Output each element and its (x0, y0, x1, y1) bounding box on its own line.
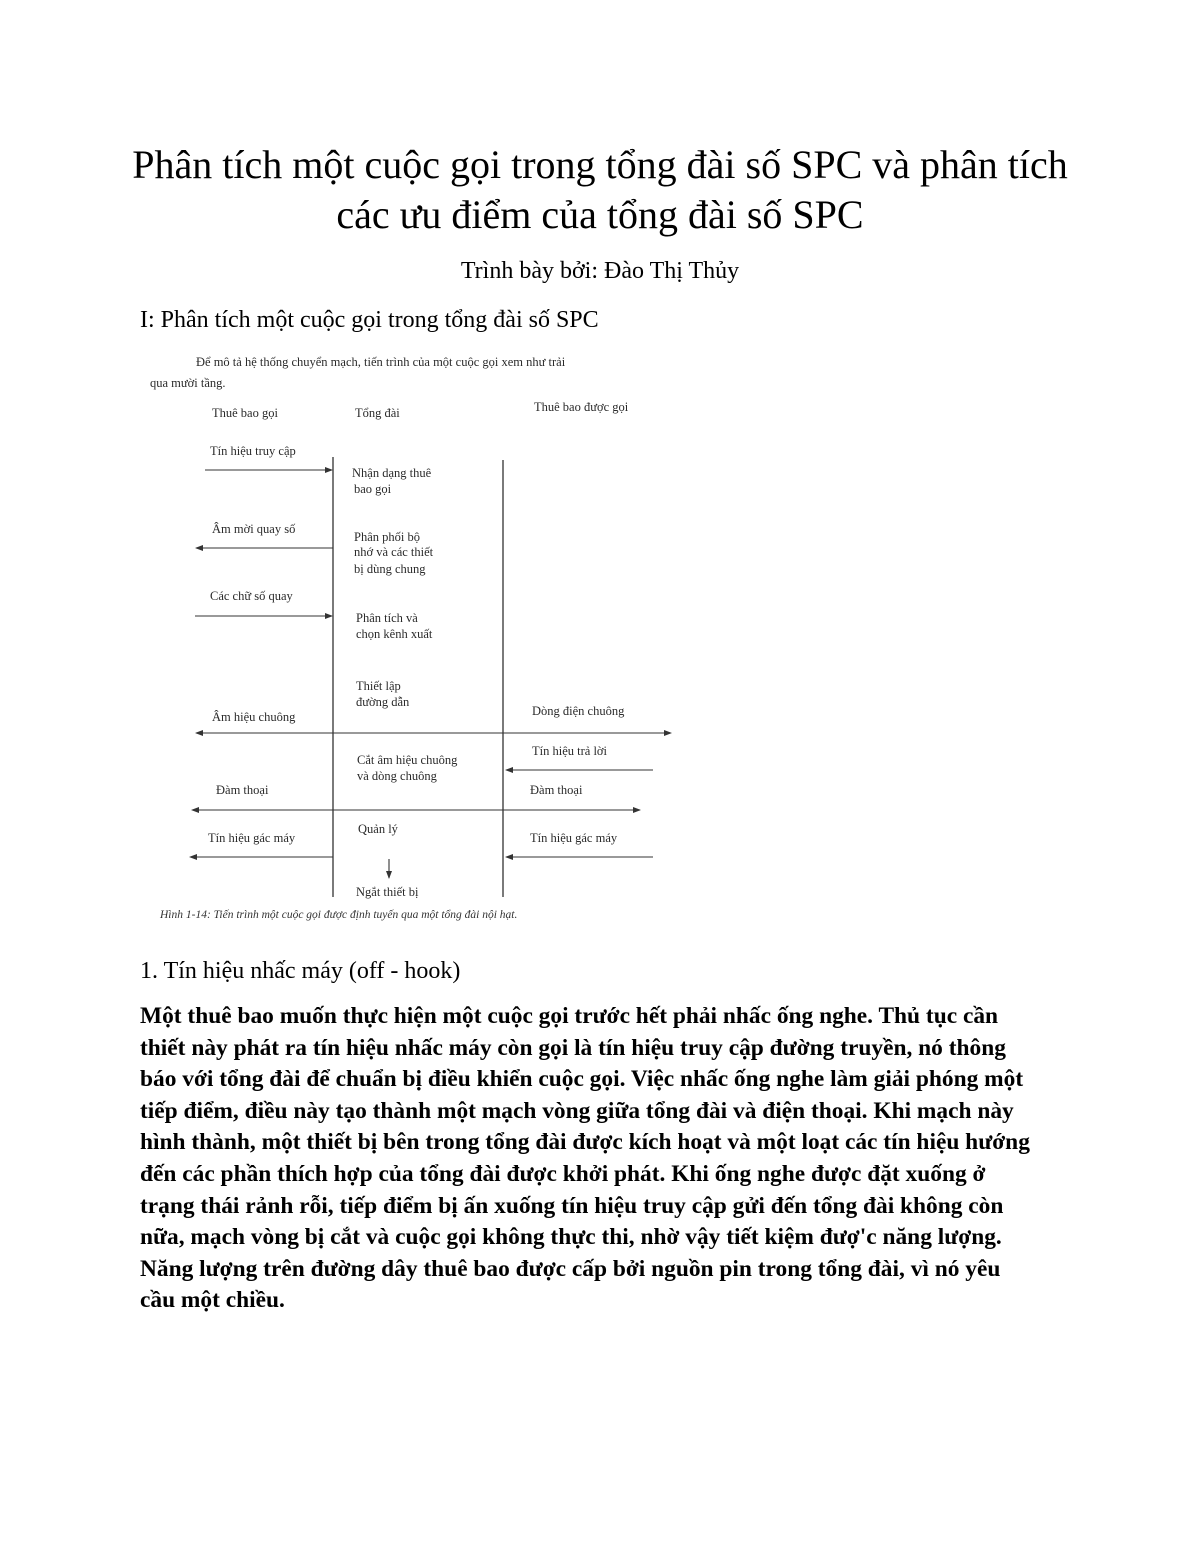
subsection-heading: 1. Tín hiệu nhấc máy (off - hook) (140, 958, 461, 984)
paragraph-line: thiết này phát ra tín hiệu nhấc máy còn gọi là tín hiệu truy cập đường truyền, nó thông (140, 1034, 1006, 1061)
caller-signal-label: Các chữ số quay (210, 589, 293, 603)
exchange-step-text: bao gọi (354, 482, 392, 496)
document-title (100, 140, 1100, 240)
exchange-step-text: Phân phối bộ (354, 530, 420, 544)
callee-signal-label: Tín hiệu trả lời (532, 744, 607, 758)
figure-intro-line-1: Để mô tả hệ thống chuyển mạch, tiến trình của một cuộc gọi xem như trải (196, 355, 566, 369)
column-header-callee: Thuê bao được gọi (534, 400, 629, 414)
paragraph-line: Một thuê bao muốn thực hiện một cuộc gọi trước hết phải nhấc ống nghe. Thủ tục cần (140, 1003, 999, 1029)
exchange-step-text: và dòng chuông (357, 769, 437, 783)
exchange-step-text: bị dùng chung (354, 562, 426, 576)
caller-signal-label: Âm hiệu chuông (212, 710, 296, 724)
exchange-step-text: Phân tích và (356, 611, 418, 625)
paragraph-line: đến các phần thích hợp của tổng đài được khởi phát. Khi ống nghe được đặt xuống ở (140, 1160, 986, 1187)
title-line-1: Phân tích một cuộc gọi trong tổng đài số SPC và phân tích (132, 142, 1068, 187)
paragraph-line: trạng thái rảnh rỗi, tiếp điểm bị ấn xuống tín hiệu truy cập gửi đến tổng đài không còn (140, 1192, 1004, 1219)
exchange-step-text: Cắt âm hiệu chuông (357, 753, 458, 767)
exchange-step-text: Ngắt thiết bị (356, 885, 419, 899)
author-byline: Trình bày bởi: Đào Thị Thủy (460, 258, 740, 284)
caller-signal-label: Âm mời quay số (212, 522, 296, 536)
figure-caption: Hình 1-14: Tiến trình một cuộc gọi được định tuyến qua một tổng đài nội hạt. (160, 909, 518, 921)
exchange-step-text: đường dẫn (356, 695, 410, 709)
exchange-step-text: chọn kênh xuất (356, 627, 433, 641)
exchange-step-text: Quản lý (358, 822, 398, 836)
body-paragraph (140, 1001, 1060, 1317)
section-heading: I: Phân tích một cuộc gọi trong tổng đài số SPC (140, 307, 599, 333)
call-process-diagram (140, 345, 700, 925)
callee-signal-label: Tín hiệu gác máy (530, 831, 618, 845)
paragraph-line: nữa, mạch vòng bị cắt và cuộc gọi không thực thi, nhờ vậy tiết kiệm đượ'c năng lượng. (140, 1224, 1002, 1251)
callee-signal-label: Đàm thoại (530, 783, 583, 797)
caller-signal-label: Đàm thoại (216, 783, 269, 797)
diagram-svg (140, 345, 700, 925)
exchange-step-text: nhớ và các thiết (354, 545, 434, 559)
column-header-caller: Thuê bao gọi (212, 406, 278, 420)
callee-signal-label: Dòng điện chuông (532, 704, 625, 718)
column-header-exchange: Tổng đài (355, 406, 400, 420)
exchange-step-text: Nhận dạng thuê (352, 466, 432, 480)
caller-signal-label: Tín hiệu truy cập (210, 444, 296, 458)
paragraph-line: báo với tổng đài để chuẩn bị điều khiển cuộc gọi. Việc nhấc ống nghe làm giải phóng một (140, 1066, 1024, 1093)
paragraph-line: hình thành, một thiết bị bên trong tổng đài được kích hoạt và một loạt các tín hiệu hướng (140, 1129, 1030, 1156)
paragraph-line: Năng lượng trên đường dây thuê bao được cấp bởi nguồn pin trong tổng đài, vì nó yêu (140, 1255, 1001, 1282)
figure-intro-line-2: qua mười tầng. (150, 376, 226, 390)
caller-signal-label: Tín hiệu gác máy (208, 831, 296, 845)
exchange-step-text: Thiết lập (356, 679, 401, 693)
title-line-2: các ưu điểm của tổng đài số SPC (336, 192, 864, 237)
paragraph-line: tiếp điểm, điều này tạo thành một mạch vòng giữa tổng đài và điện thoại. Khi mạch này (140, 1097, 1014, 1124)
paragraph-line: cầu một chiều. (140, 1287, 285, 1314)
